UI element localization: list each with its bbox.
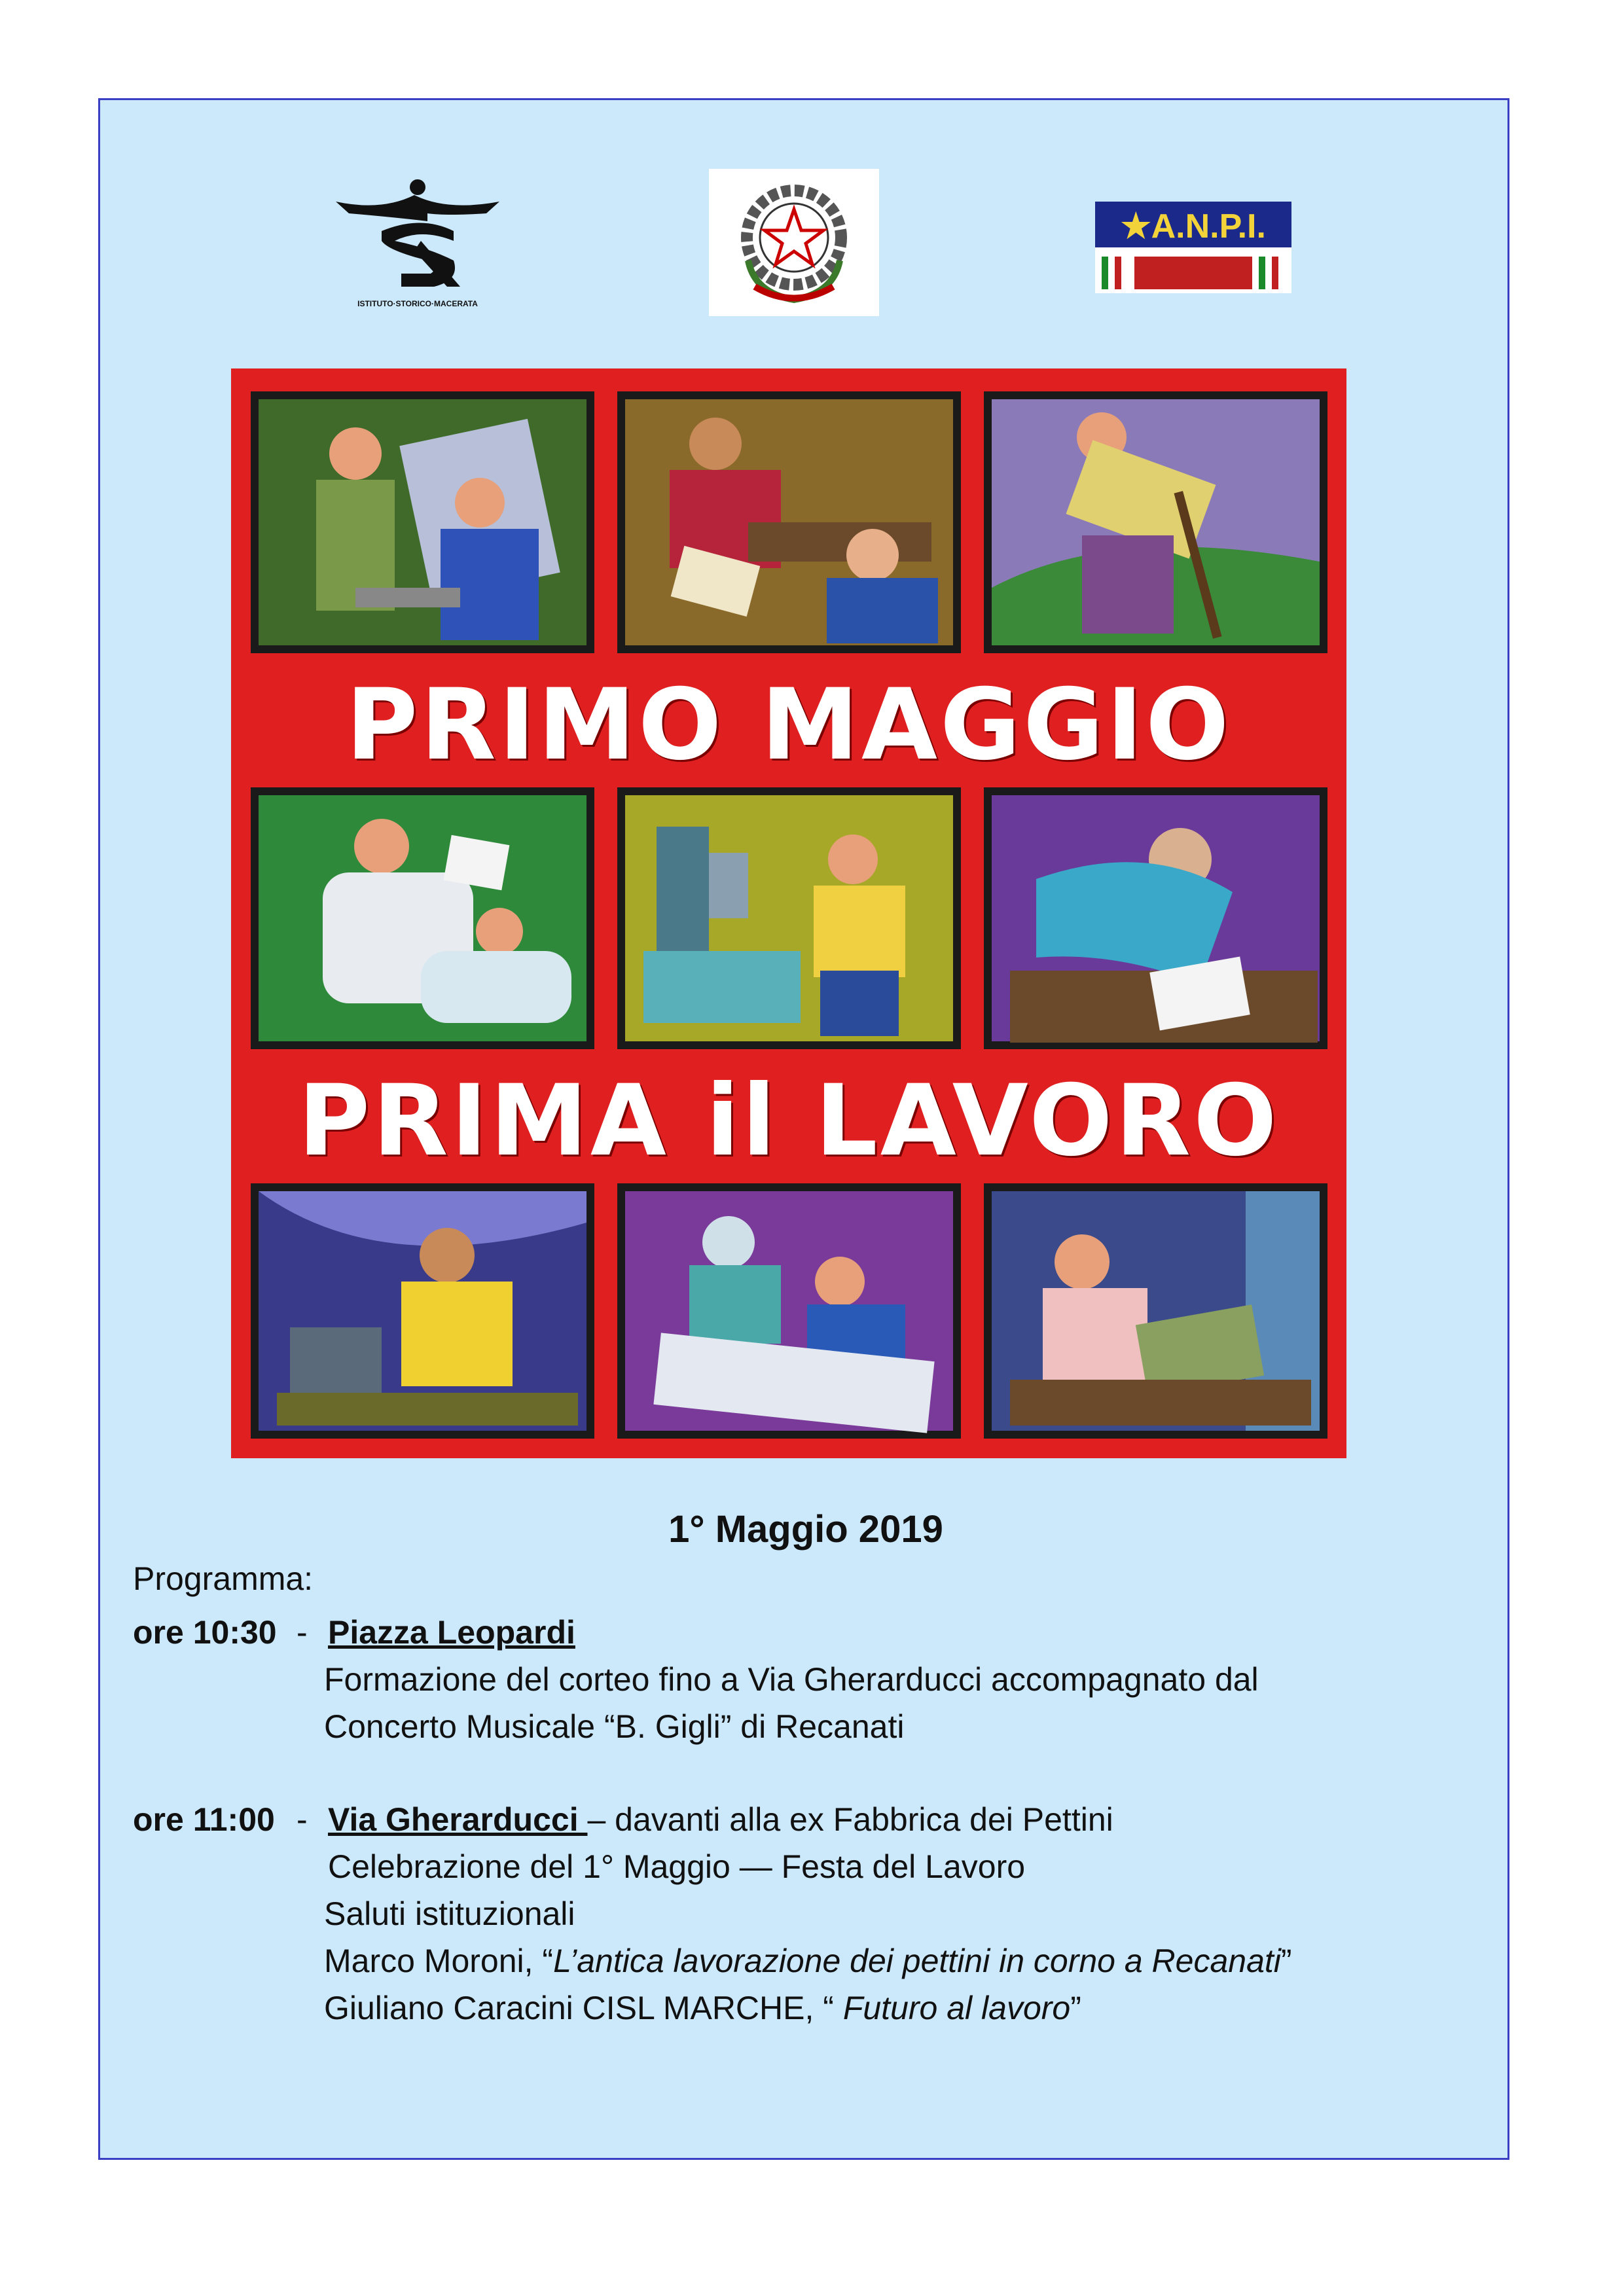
program-label: Programma: bbox=[133, 1560, 314, 1597]
flyer-frame bbox=[98, 98, 1509, 2160]
talk2-end: ” bbox=[1070, 1990, 1081, 2026]
primo-maggio-poster bbox=[231, 368, 1346, 1458]
computer-worker-illustration bbox=[251, 1183, 594, 1439]
event-date: 1° Maggio 2019 bbox=[668, 1508, 943, 1551]
repubblica-italiana-emblem bbox=[709, 169, 879, 316]
talk2-title: Futuro al lavoro bbox=[842, 1990, 1071, 2026]
factory-worker-illustration bbox=[617, 787, 961, 1049]
item2-talk1 bbox=[324, 1942, 1292, 1980]
item2-talk2 bbox=[324, 1989, 1081, 2027]
istituto-storico-logo bbox=[323, 175, 513, 313]
item2-heading bbox=[328, 1801, 1113, 1839]
talk1-title: L’antica lavorazione dei pettini in corno a Recanati bbox=[553, 1943, 1281, 1979]
item1-time: ore 10:30 bbox=[133, 1614, 277, 1651]
writing-worker-illustration bbox=[984, 787, 1327, 1049]
item1-place: Piazza Leopardi bbox=[328, 1614, 575, 1651]
anpi-logo bbox=[1095, 202, 1291, 293]
item2-place-suffix: – davanti alla ex Fabbrica dei Pettini bbox=[587, 1801, 1113, 1838]
doctor-illustration bbox=[251, 787, 594, 1049]
handshake-illustration bbox=[617, 391, 961, 653]
item2-place: Via Gherarducci bbox=[328, 1801, 588, 1838]
digging-worker-illustration bbox=[984, 391, 1327, 653]
poster-headline-1: PRIMO MAGGIO bbox=[346, 668, 1232, 782]
item2-time: ore 11:00 bbox=[133, 1801, 275, 1838]
poster-headline-2: PRIMA il LAVORO bbox=[298, 1064, 1280, 1178]
talk1-speaker: Marco Moroni, “ bbox=[324, 1943, 554, 1979]
item1-line2: Concerto Musicale “B. Gigli” di Recanati bbox=[324, 1708, 905, 1745]
item1-line1: Formazione del corteo fino a Via Gherarducci accompagnato dal bbox=[324, 1661, 1259, 1698]
item2-separator: - bbox=[297, 1801, 308, 1838]
talk1-end: ” bbox=[1280, 1943, 1292, 1979]
istituto-storico-label: ISTITUTO·STORICO·MACERATA bbox=[357, 299, 478, 308]
blueprint-workers-illustration bbox=[617, 1183, 961, 1439]
call-center-illustration bbox=[984, 1183, 1327, 1439]
anpi-label: ★A.N.P.I. bbox=[1121, 207, 1266, 245]
item2-line2: Saluti istituzionali bbox=[324, 1895, 575, 1932]
item2-line1: Celebrazione del 1° Maggio — Festa del Lavoro bbox=[328, 1848, 1026, 1885]
item1-separator: - bbox=[297, 1614, 308, 1651]
soldier-worker-illustration bbox=[251, 391, 594, 653]
talk2-speaker: Giuliano Caracini CISL MARCHE, “ bbox=[324, 1990, 843, 2026]
